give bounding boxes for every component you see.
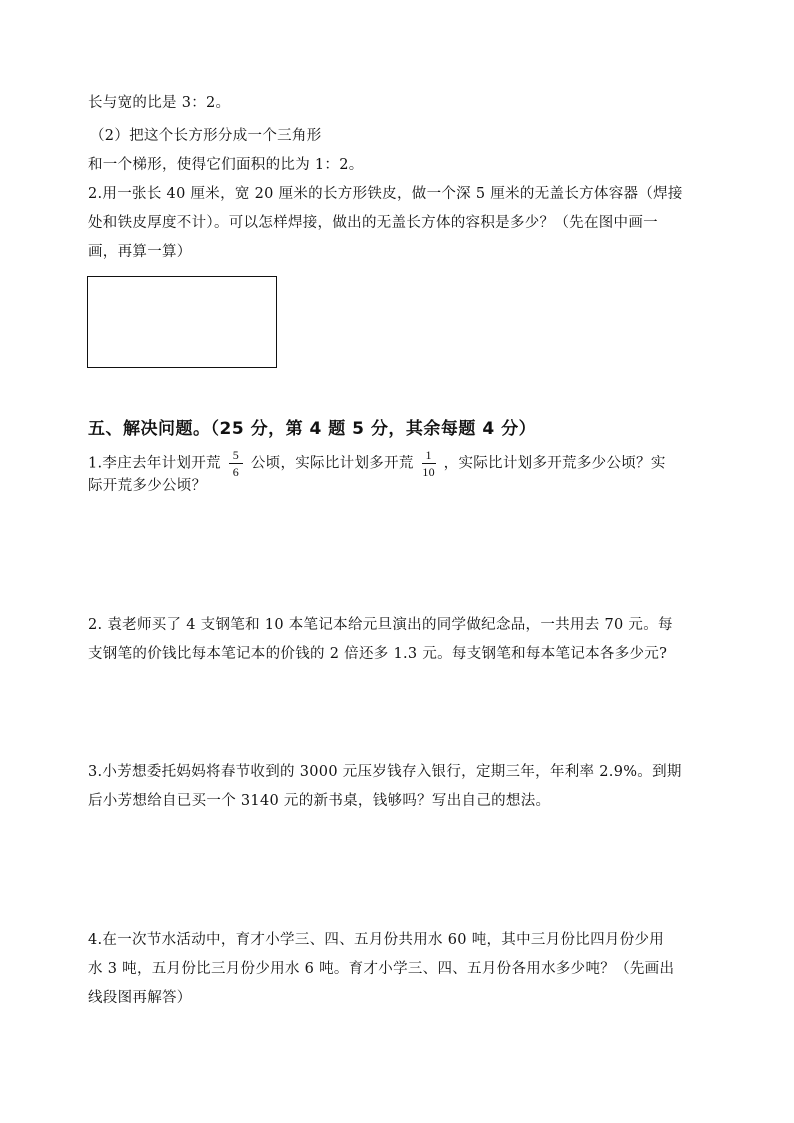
fraction-bar xyxy=(422,463,436,464)
q3-line-1: 3.小芳想委托妈妈将春节收到的 3000 元压岁钱存入银行，定期三年，年利率 2.9%。到期 xyxy=(88,764,682,780)
fraction-numerator: 5 xyxy=(232,448,239,462)
fraction-5-6 xyxy=(229,448,243,479)
fraction-bar xyxy=(229,463,243,464)
subquestion-2-line-cont: 和一个梯形，使得它们面积的比为 1：2。 xyxy=(88,157,364,173)
section-5-heading: 五、解决问题。（25 分，第 4 题 5 分，其余每题 4 分） xyxy=(88,419,537,439)
q4-line-1: 4.在一次节水活动中，育才小学三、四、五月份共用水 60 吨，其中三月份比四月份少用 xyxy=(88,932,665,948)
fraction-denominator: 10 xyxy=(422,465,435,479)
q1-text-c: ，实际比计划多开荒多少公顷？实 xyxy=(443,455,666,472)
q2-line-1: 2. 袁老师买了 4 支钢笔和 10 本笔记本给元旦演出的同学做纪念品，一共用去 70 元。每 xyxy=(88,617,673,633)
q4-line-3: 线段图再解答） xyxy=(88,990,192,1006)
q1-text-b: 公顷，实际比计划多开荒 xyxy=(250,455,414,472)
q1-line-2: 际开荒多少公顷？ xyxy=(88,478,207,494)
q3-line-2: 后小芳想给自已买一个 3140 元的新书桌，钱够吗？写出自己的想法。 xyxy=(88,793,551,809)
drawing-rectangle xyxy=(87,276,277,368)
q1-text-a: 1.李庄去年计划开荒 xyxy=(88,455,221,472)
fraction-denominator: 6 xyxy=(232,465,239,479)
ratio-line: 长与宽的比是 3：2。 xyxy=(88,95,231,111)
fraction-numerator: 1 xyxy=(425,448,432,462)
fraction-1-10 xyxy=(422,448,436,479)
container-question-line-1: 2.用一张长 40 厘米，宽 20 厘米的长方形铁皮，做一个深 5 厘米的无盖长方体容器（焊接 xyxy=(88,186,683,202)
container-question-line-3: 画，再算一算） xyxy=(88,244,192,260)
container-question-line-2: 处和铁皮厚度不计）。可以怎样焊接，做出的无盖长方体的容积是多少？（先在图中画一 xyxy=(88,215,658,231)
q2-line-2: 支钢笔的价钱比每本笔记本的价钱的 2 倍还多 1.3 元。每支钢笔和每本笔记本各多少元? xyxy=(88,646,668,662)
q1-line-1 xyxy=(88,448,666,479)
subquestion-2-line: （2）把这个长方形分成一个三角形 xyxy=(90,128,322,144)
q4-line-2: 水 3 吨，五月份比三月份少用水 6 吨。育才小学三、四、五月份各用水多少吨？（先画出 xyxy=(88,961,675,977)
